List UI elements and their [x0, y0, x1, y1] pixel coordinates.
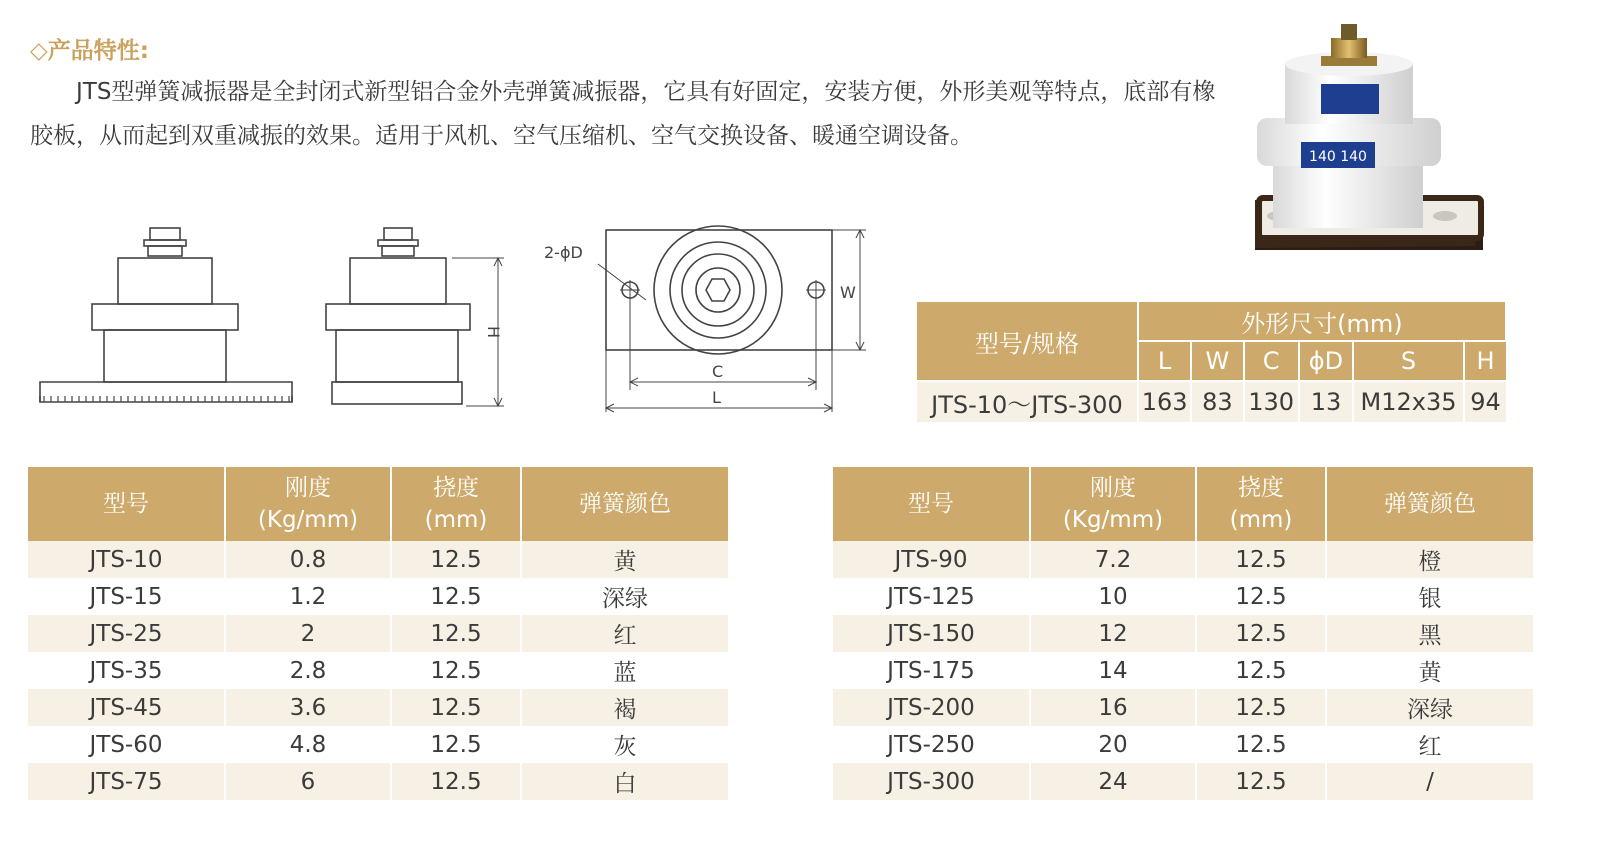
side-view-drawing — [36, 220, 298, 412]
spec-cell-stiffness: 2.8 — [225, 652, 391, 689]
spec-cell-deflection: 12.5 — [1196, 726, 1326, 763]
spec-cell-color: 深绿 — [521, 578, 728, 615]
spec-cell-model: JTS-10 — [28, 541, 225, 578]
spec-cell-deflection: 12.5 — [391, 578, 521, 615]
spec-header-color: 弹簧颜色 — [521, 467, 728, 541]
dimension-value-cell: 13 — [1299, 381, 1353, 422]
spec-cell-color: 黄 — [1326, 652, 1533, 689]
spec-cell-color: 橙 — [1326, 541, 1533, 578]
features-paragraph — [30, 70, 1230, 158]
table-row — [28, 726, 728, 763]
spec-cell-deflection: 12.5 — [391, 615, 521, 652]
spec-cell-stiffness: 10 — [1030, 578, 1196, 615]
photo-plate-text: 140 140 — [1309, 149, 1367, 165]
spec-cell-stiffness: 1.2 — [225, 578, 391, 615]
spec-cell-stiffness: 7.2 — [1030, 541, 1196, 578]
table-row — [833, 689, 1533, 726]
dimension-value-cell: 130 — [1244, 381, 1299, 422]
spec-cell-deflection: 12.5 — [1196, 689, 1326, 726]
spec-table-right — [833, 467, 1533, 800]
spec-cell-stiffness: 3.6 — [225, 689, 391, 726]
spec-cell-model: JTS-150 — [833, 615, 1030, 652]
spec-header-stiffness: 刚度 (Kg/mm) — [1030, 467, 1196, 541]
spec-header-model: 型号 — [833, 467, 1030, 541]
dimension-col-header: C — [1244, 341, 1299, 381]
spec-cell-model: JTS-75 — [28, 763, 225, 800]
dimension-group-header: 外形尺寸(mm) — [1138, 302, 1506, 341]
spec-cell-stiffness: 6 — [225, 763, 391, 800]
spec-cell-color: 黄 — [521, 541, 728, 578]
table-row — [833, 615, 1533, 652]
spec-cell-model: JTS-200 — [833, 689, 1030, 726]
dim-label-w: W — [840, 283, 856, 302]
spec-cell-color: / — [1326, 763, 1533, 800]
spec-cell-deflection: 12.5 — [391, 541, 521, 578]
spec-cell-model: JTS-250 — [833, 726, 1030, 763]
table-row — [28, 578, 728, 615]
features-heading-text: 产品特性: — [47, 38, 149, 64]
spec-cell-model: JTS-35 — [28, 652, 225, 689]
spec-cell-deflection: 12.5 — [1196, 615, 1326, 652]
features-paragraph-text: JTS型弹簧减振器是全封闭式新型铝合金外壳弹簧减振器，它具有好固定，安装方便，外形美观等特点，底部有橡胶板，从而起到双重减振的效果。适用于风机、空气压缩机、空气交换设备、暖通空调设备。 — [30, 79, 1216, 149]
dim-label-c: C — [712, 362, 724, 381]
spec-cell-deflection: 12.5 — [391, 726, 521, 763]
spec-header-model: 型号 — [28, 467, 225, 541]
table-row — [833, 652, 1533, 689]
spec-cell-deflection: 12.5 — [391, 652, 521, 689]
diamond-icon: ◇ — [30, 38, 48, 64]
spec-header-stiffness: 刚度 (Kg/mm) — [225, 467, 391, 541]
dim-label-2d: 2-ϕD — [544, 243, 583, 262]
dimension-value-cell: M12x35 — [1353, 381, 1464, 422]
features-heading — [30, 32, 149, 65]
spec-cell-deflection: 12.5 — [391, 689, 521, 726]
table-row — [28, 652, 728, 689]
spec-cell-color: 红 — [1326, 726, 1533, 763]
spec-cell-color: 银 — [1326, 578, 1533, 615]
dimension-col-header: ϕD — [1299, 341, 1353, 381]
spec-cell-model: JTS-45 — [28, 689, 225, 726]
spec-cell-model: JTS-175 — [833, 652, 1030, 689]
spec-header-deflection: 挠度 (mm) — [391, 467, 521, 541]
front-view-drawing — [322, 220, 512, 412]
spec-cell-color: 黑 — [1326, 615, 1533, 652]
spec-cell-deflection: 12.5 — [1196, 763, 1326, 800]
spec-cell-stiffness: 14 — [1030, 652, 1196, 689]
spec-cell-model: JTS-60 — [28, 726, 225, 763]
spec-cell-model: JTS-90 — [833, 541, 1030, 578]
dimension-col-header: L — [1138, 341, 1191, 381]
spec-cell-model: JTS-125 — [833, 578, 1030, 615]
spec-cell-stiffness: 2 — [225, 615, 391, 652]
dimension-row — [917, 381, 1506, 422]
dimension-value-cell: 163 — [1138, 381, 1191, 422]
spec-cell-color: 褐 — [521, 689, 728, 726]
spec-cell-color: 红 — [521, 615, 728, 652]
dim-label-h: H — [484, 326, 503, 339]
spec-cell-model: JTS-15 — [28, 578, 225, 615]
dimension-col-header: H — [1464, 341, 1506, 381]
spec-cell-stiffness: 20 — [1030, 726, 1196, 763]
table-row — [28, 763, 728, 800]
dimension-col-header: S — [1353, 341, 1464, 381]
dim-label-l: L — [712, 388, 721, 407]
spec-cell-color: 灰 — [521, 726, 728, 763]
spec-cell-deflection: 12.5 — [1196, 578, 1326, 615]
table-row — [833, 578, 1533, 615]
spec-header-deflection: 挠度 (mm) — [1196, 467, 1326, 541]
spec-cell-stiffness: 0.8 — [225, 541, 391, 578]
spec-cell-deflection: 12.5 — [391, 763, 521, 800]
spec-cell-color: 深绿 — [1326, 689, 1533, 726]
dimension-model-cell: JTS-10～JTS-300 — [917, 381, 1138, 422]
dimension-value-cell: 83 — [1191, 381, 1243, 422]
table-row — [28, 541, 728, 578]
spec-header-color: 弹簧颜色 — [1326, 467, 1533, 541]
dimension-value-cell: 94 — [1464, 381, 1506, 422]
table-row — [28, 615, 728, 652]
spec-table-left — [28, 467, 728, 800]
dimension-model-header: 型号/规格 — [917, 302, 1138, 381]
top-view-drawing — [540, 220, 880, 420]
table-row — [28, 689, 728, 726]
spec-cell-stiffness: 4.8 — [225, 726, 391, 763]
table-row — [833, 541, 1533, 578]
spec-cell-color: 白 — [521, 763, 728, 800]
table-row — [833, 726, 1533, 763]
dimension-col-header: W — [1191, 341, 1243, 381]
spec-cell-stiffness: 12 — [1030, 615, 1196, 652]
spec-cell-stiffness: 24 — [1030, 763, 1196, 800]
spec-cell-model: JTS-300 — [833, 763, 1030, 800]
spec-cell-deflection: 12.5 — [1196, 541, 1326, 578]
spec-cell-model: JTS-25 — [28, 615, 225, 652]
dimension-table — [917, 302, 1507, 422]
product-photo — [1255, 18, 1525, 268]
spec-cell-stiffness: 16 — [1030, 689, 1196, 726]
spec-cell-deflection: 12.5 — [1196, 652, 1326, 689]
table-row — [833, 763, 1533, 800]
spec-cell-color: 蓝 — [521, 652, 728, 689]
